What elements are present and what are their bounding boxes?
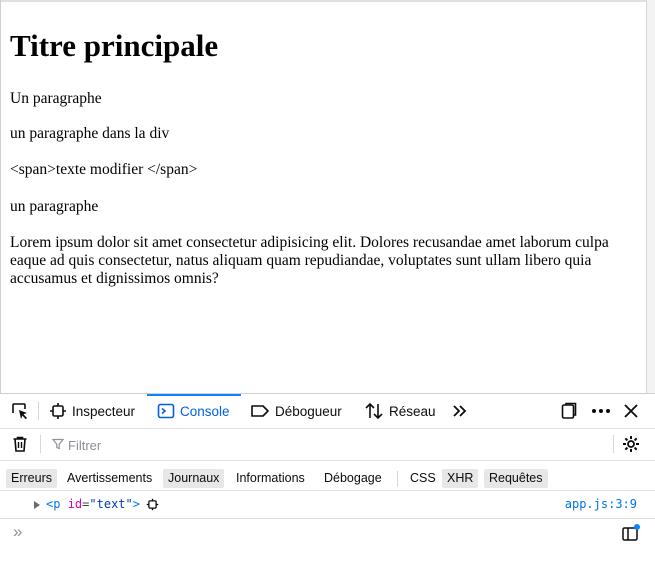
- console-input-row[interactable]: [0, 519, 655, 549]
- clear-console-button[interactable]: [11, 428, 29, 460]
- filter-requests[interactable]: Requêtes: [484, 469, 548, 488]
- log-node-preview[interactable]: [46, 497, 159, 511]
- filter-errors[interactable]: Erreurs: [6, 469, 57, 488]
- prompt-chevron-icon: »: [13, 522, 23, 541]
- element-picker-icon: [10, 401, 30, 421]
- filter-css[interactable]: CSS: [410, 471, 436, 485]
- editor-mode-button[interactable]: [621, 523, 641, 546]
- filter-debug[interactable]: Débogage: [324, 471, 382, 485]
- window-top-border: [0, 0, 655, 2]
- dock-side-icon: [560, 401, 578, 421]
- element-picker-button[interactable]: [10, 394, 30, 428]
- tag-open: <: [46, 497, 54, 511]
- sidebar-toggle-icon: [621, 523, 641, 543]
- close-devtools-button[interactable]: [623, 394, 639, 428]
- console-message: [0, 491, 655, 519]
- filter-info[interactable]: Informations: [236, 471, 305, 485]
- paragraph-4: un paragraphe: [10, 198, 99, 215]
- page-scrollbar[interactable]: [646, 0, 655, 393]
- filter-separator: [40, 435, 41, 453]
- console-filter-bar: [0, 428, 655, 461]
- gear-icon: [622, 435, 640, 453]
- log-level-filters: [0, 460, 655, 491]
- paragraph-3: <span>texte modifier </span>: [10, 161, 198, 178]
- attr-value: "text": [89, 497, 133, 511]
- filter-warnings[interactable]: Avertissements: [67, 471, 153, 485]
- trash-icon: [11, 435, 29, 453]
- filter-xhr[interactable]: XHR: [442, 469, 478, 488]
- settings-separator: [613, 435, 614, 453]
- levels-separator: [397, 471, 398, 487]
- window-left-border: [0, 0, 1, 393]
- tab-reseau[interactable]: [364, 394, 436, 428]
- tab-label: Débogueur: [275, 403, 342, 419]
- log-source-link[interactable]: app.js:3:9: [564, 497, 637, 511]
- attr-name: id: [67, 497, 83, 511]
- tag-name: p: [53, 497, 61, 511]
- dock-options-button[interactable]: [560, 394, 578, 428]
- expand-triangle-icon[interactable]: [33, 501, 41, 509]
- inspector-icon: [49, 402, 67, 420]
- attr-equals: =: [82, 497, 90, 511]
- network-icon: [364, 402, 384, 420]
- tab-label: Réseau: [389, 403, 436, 419]
- tab-debogueur[interactable]: [250, 394, 342, 428]
- tab-label: Console: [180, 403, 230, 419]
- close-icon: [623, 403, 639, 419]
- toolbar-separator: [38, 402, 39, 420]
- tab-inspecteur[interactable]: [49, 394, 135, 428]
- filter-logs[interactable]: Journaux: [163, 469, 224, 488]
- more-horizontal-icon: [591, 402, 611, 420]
- inspect-node-icon[interactable]: [146, 498, 159, 511]
- more-tabs-button[interactable]: [451, 394, 469, 428]
- devtools-toolbar: [0, 394, 655, 429]
- console-icon: [157, 402, 175, 420]
- tab-console[interactable]: [157, 394, 230, 428]
- paragraph-2: un paragraphe dans la div: [10, 125, 170, 142]
- tab-label: Inspecteur: [72, 403, 136, 419]
- chevron-double-right-icon: [451, 402, 469, 420]
- debugger-icon: [250, 402, 270, 420]
- tag-close: >: [132, 497, 140, 511]
- page-title: Titre principale: [10, 28, 219, 63]
- paragraph-1: Un paragraphe: [10, 90, 102, 107]
- devtools-menu-button[interactable]: [591, 394, 611, 428]
- lorem-paragraph: Lorem ipsum dolor sit amet consectetur adipisicing elit. Dolores recusandae amet laborum culpa eaque ad quis consectetur, natus aliquam quam repudiandae, voluptates sunt ullam libero quia accusamus et dignissimos omnis?: [10, 234, 609, 287]
- devtools-panel: [0, 393, 655, 582]
- console-filter-input[interactable]: [50, 434, 630, 456]
- console-settings-button[interactable]: [622, 428, 640, 460]
